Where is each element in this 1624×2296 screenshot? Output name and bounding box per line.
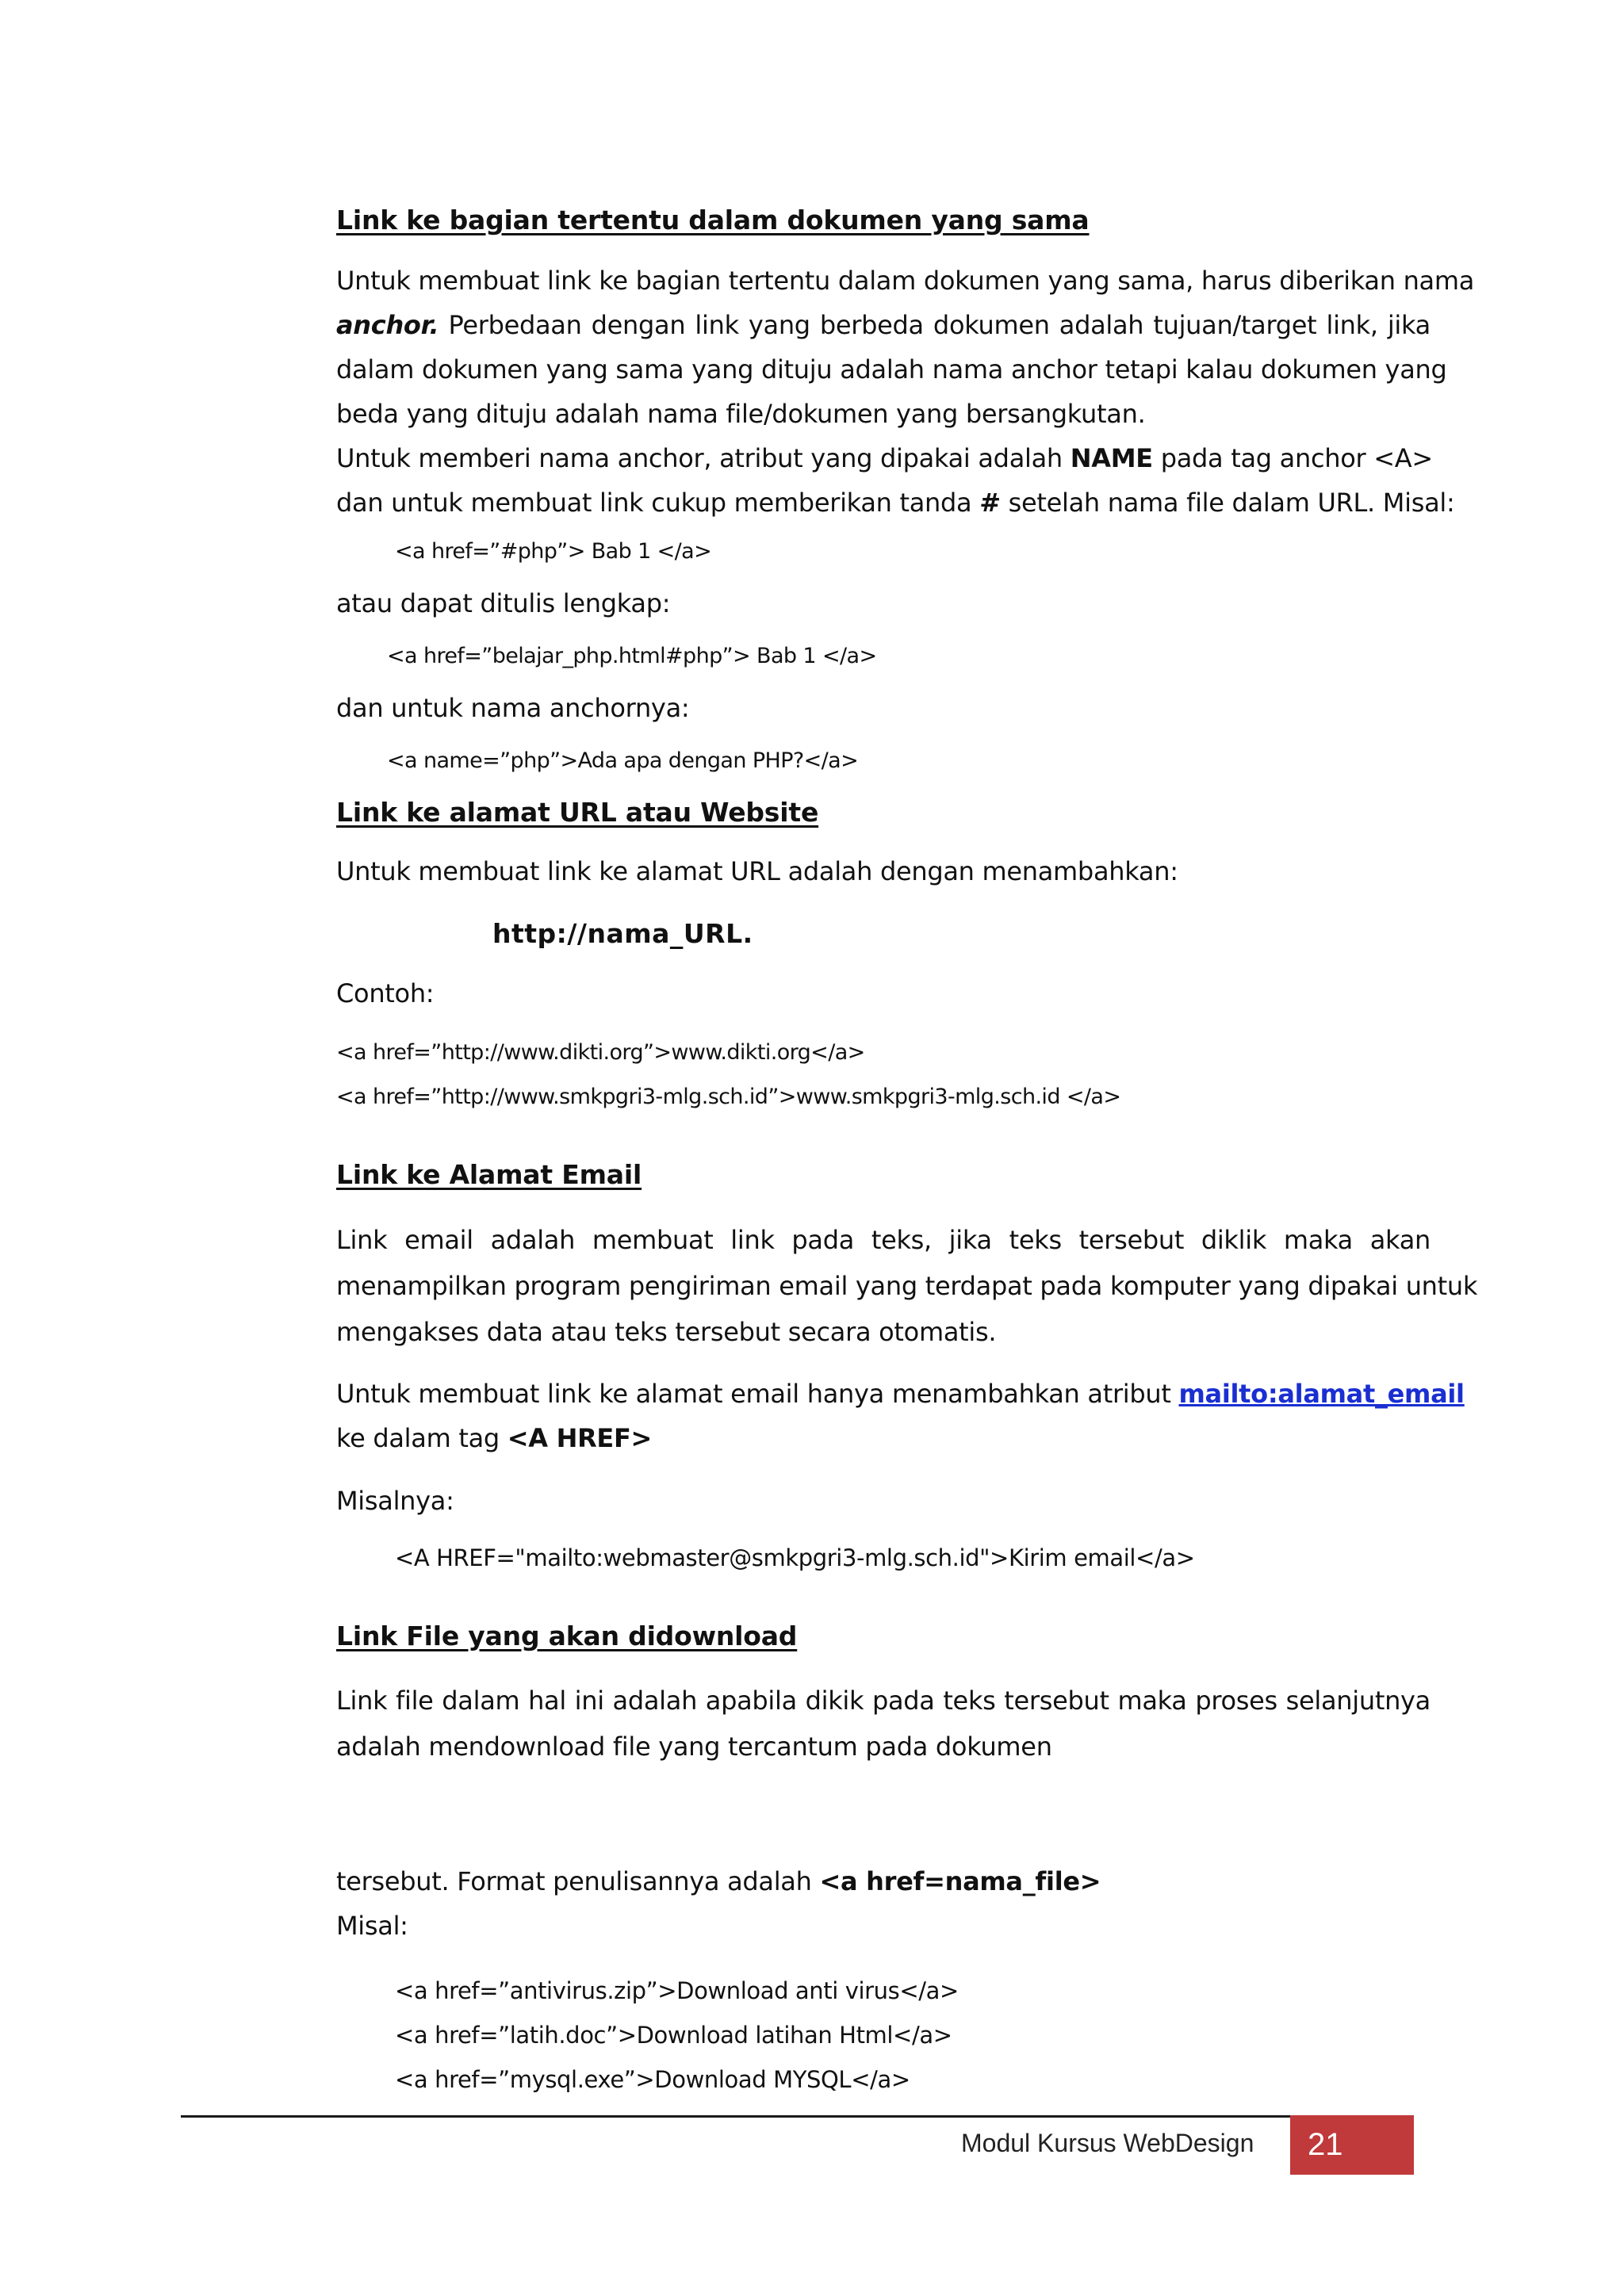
text-fragment: Perbedaan dengan link yang berbeda dokumen adalah tujuan/target link, jika [439,310,1431,340]
text-fragment: Untuk memberi nama anchor, atribut yang dipakai adalah [336,443,1071,473]
text-line [336,480,1455,525]
text-url-intro: Untuk membuat link ke alamat URL adalah dengan menambahkan: [336,856,1178,886]
text-anchor-name: dan untuk nama anchornya: [336,693,690,723]
text-line: adalah mendownload file yang tercantum pada dokumen [336,1732,1052,1762]
heading-email-link: Link ke Alamat Email [336,1159,642,1190]
keyword-a-href-file: <a href=nama_file> [819,1866,1101,1896]
emphasis-anchor: anchor. [336,310,439,340]
url-syntax: http://nama_URL. [492,918,753,949]
text-line: Link email adalah membuat link pada teks, jika teks tersebut diklik maka akan [336,1225,1431,1255]
paragraph-download-intro [336,1678,1431,1770]
code-example-download-1: <a href=”antivirus.zip”>Download anti virus</a> [395,1977,959,2004]
text-line [336,1416,1431,1460]
code-example-download-2: <a href=”latih.doc”>Download latihan Html</a> [395,2022,952,2049]
keyword-hash: # [979,488,1001,518]
code-example-email: <A HREF="mailto:webmaster@smkpgri3-mlg.sch.id">Kirim email</a> [395,1544,1195,1571]
text-line: Link file dalam hal ini adalah apabila dikik pada teks tersebut maka proses selanjutnya [336,1686,1431,1716]
page-number-badge: 21 [1290,2115,1414,2175]
text-line [336,1372,1465,1416]
heading-download-link: Link File yang akan didownload [336,1621,798,1651]
code-example-url-2: <a href=”http://www.smkpgri3-mlg.sch.id”>www.smkpgri3-mlg.sch.id </a> [336,1085,1121,1109]
footer-title: Modul Kursus WebDesign [961,2129,1254,2157]
text-fragment: setelah nama file dalam URL. Misal: [1000,488,1455,518]
text-line: mengakses data atau teks tersebut secara otomatis. [336,1317,997,1347]
code-example-anchor-name: <a name=”php”>Ada apa dengan PHP?</a> [387,748,859,773]
text-contoh: Contoh: [336,978,435,1008]
text-misalnya: Misalnya: [336,1486,454,1516]
text-line [336,303,1431,347]
heading-anchor-link: Link ke bagian tertentu dalam dokumen yang sama [336,205,1090,235]
text-line: Untuk membuat link ke bagian tertentu dalam dokumen yang sama, harus diberikan nama [336,266,1475,296]
text-fragment: dan untuk membuat link cukup memberikan tanda [336,488,980,518]
text-fragment: Untuk membuat link ke alamat email hanya menambahkan atribut [336,1379,1179,1409]
mailto-link[interactable]: mailto:alamat_email [1178,1379,1465,1409]
paragraph-email-intro [336,1217,1478,1355]
paragraph-email-mailto [336,1372,1465,1460]
code-example-anchor-link: <a href=”#php”> Bab 1 </a> [395,539,712,564]
text-line [336,436,1431,480]
code-example-url-1: <a href=”http://www.dikti.org”>www.dikti.org</a> [336,1040,865,1065]
footer-divider [181,2115,1291,2118]
keyword-a-href: <A HREF> [507,1423,653,1453]
text-line: menampilkan program pengiriman email yang terdapat pada komputer yang dipakai untuk [336,1271,1478,1301]
text-misal: Misal: [336,1911,408,1941]
code-example-download-3: <a href=”mysql.exe”>Download MYSQL</a> [395,2066,910,2093]
paragraph-anchor-intro [336,258,1475,436]
keyword-name: NAME [1070,443,1153,473]
text-fragment: ke dalam tag [336,1423,508,1453]
text-line: dalam dokumen yang sama yang dituju adalah nama anchor tetapi kalau dokumen yang [336,354,1447,385]
code-example-full-link: <a href=”belajar_php.html#php”> Bab 1 </a> [387,644,877,668]
text-format [336,1866,1101,1896]
text-fragment: tersebut. Format penulisannya adalah [336,1866,820,1896]
heading-url-link: Link ke alamat URL atau Website [336,797,819,828]
text-lengkap: atau dapat ditulis lengkap: [336,588,671,618]
paragraph-anchor-name [336,436,1455,525]
text-fragment: pada tag anchor <A> [1152,443,1433,473]
text-line: beda yang dituju adalah nama file/dokumen yang bersangkutan. [336,399,1146,429]
